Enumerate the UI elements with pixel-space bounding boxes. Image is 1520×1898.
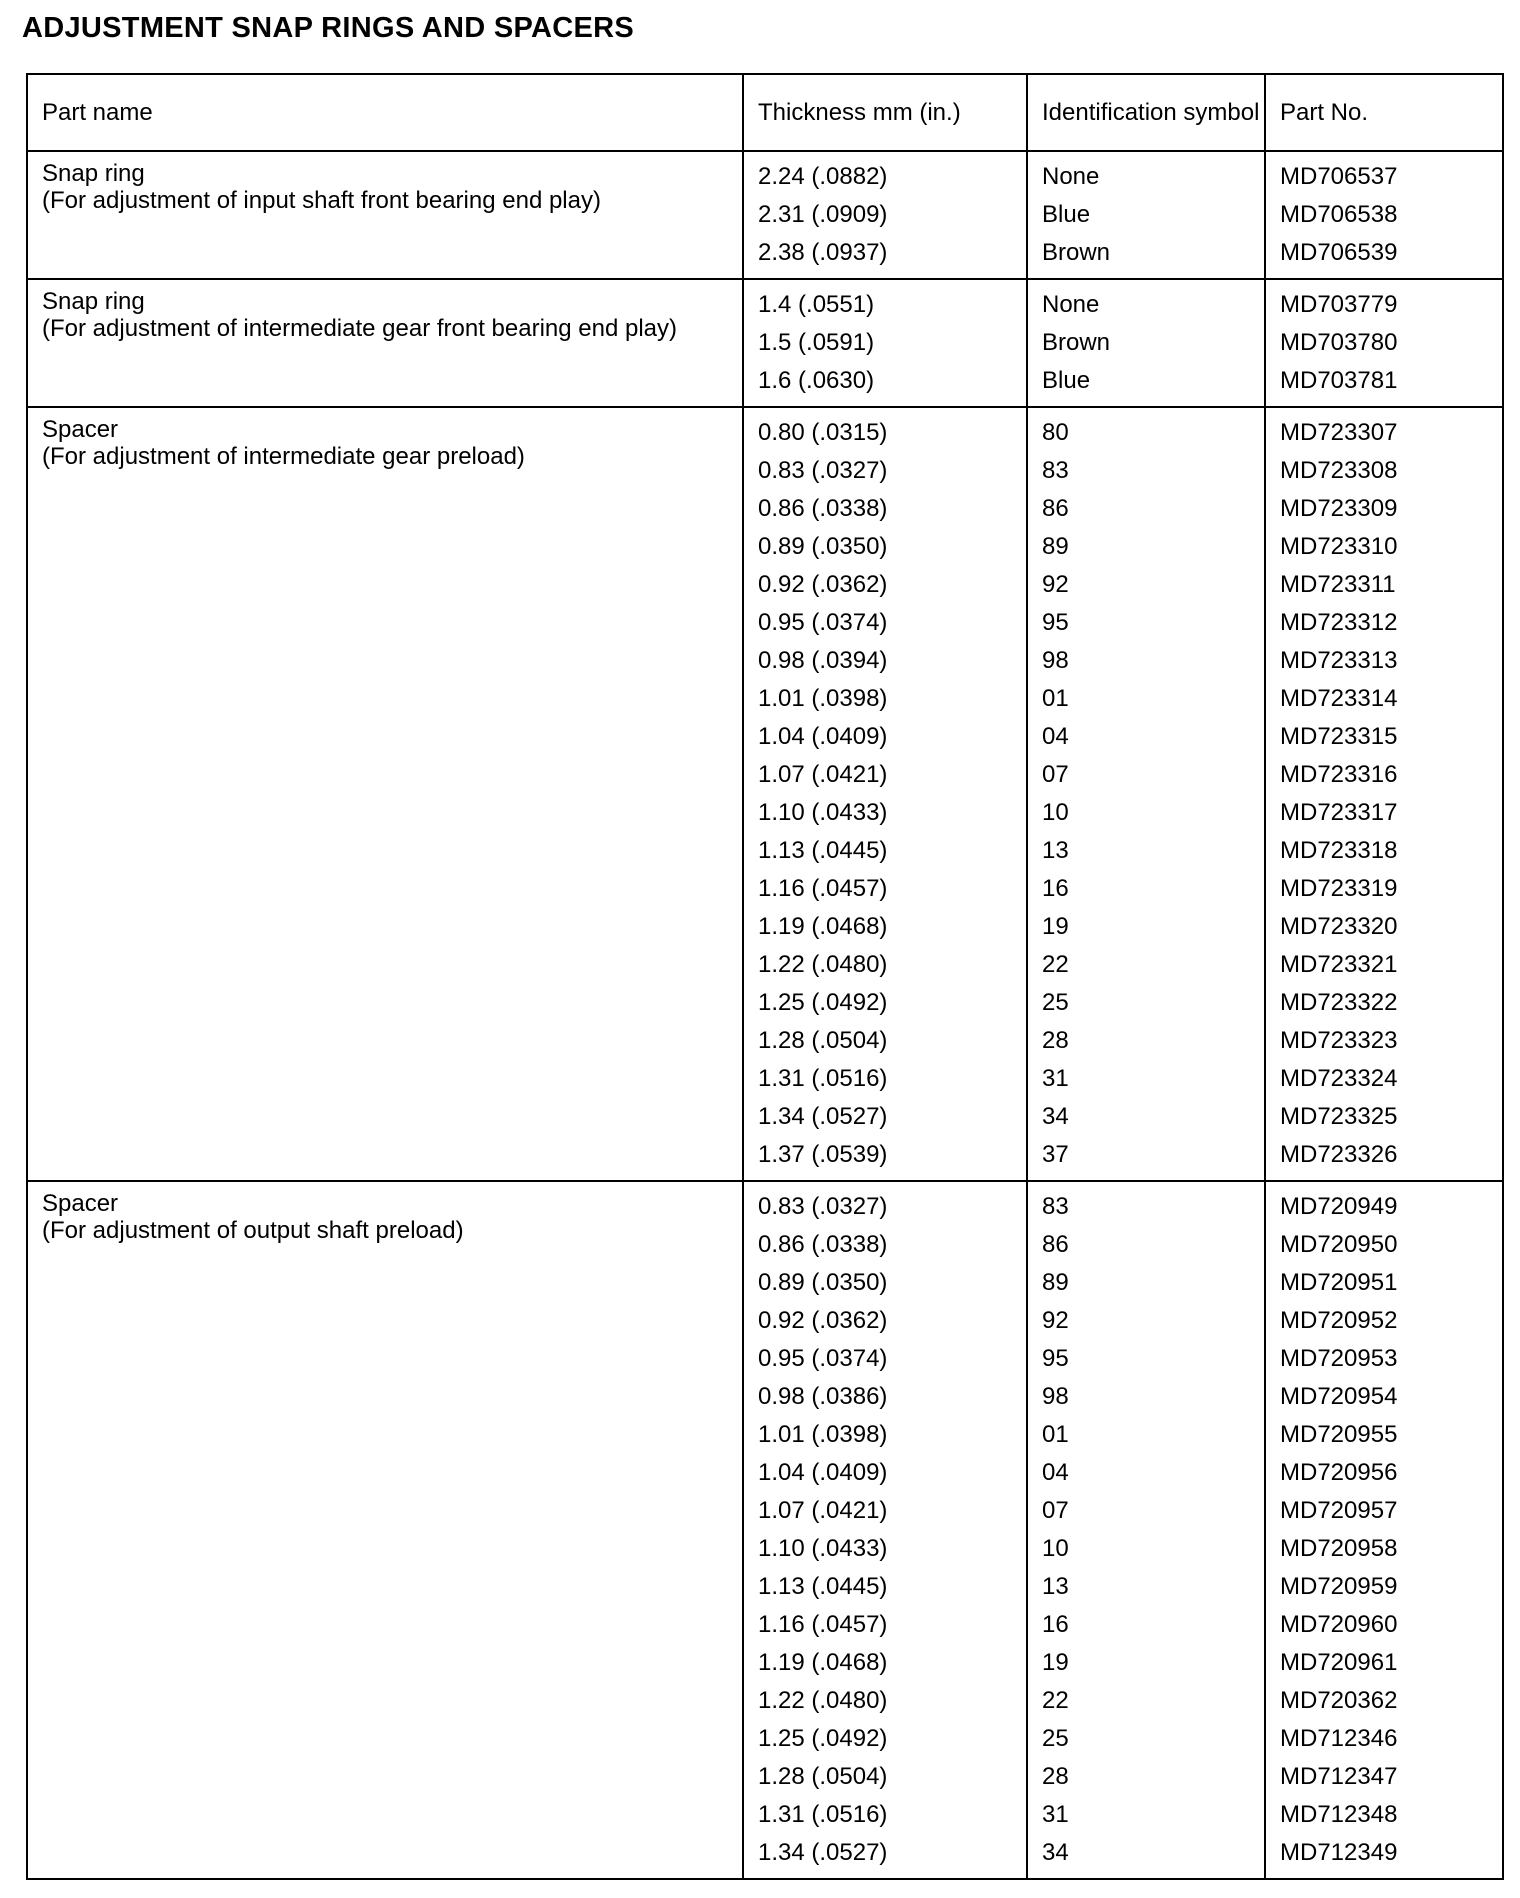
thickness-cell: 1.16 (.0457): [743, 1606, 1027, 1644]
identification-symbol-cell: 16: [1027, 870, 1265, 908]
part-number-cell: MD723307: [1265, 407, 1503, 452]
identification-symbol-cell: Blue: [1027, 196, 1265, 234]
part-number-cell: MD723316: [1265, 756, 1503, 794]
part-number-cell: MD723321: [1265, 946, 1503, 984]
identification-symbol-cell: 07: [1027, 1492, 1265, 1530]
thickness-cell: 1.04 (.0409): [743, 1454, 1027, 1492]
identification-symbol-cell: 25: [1027, 984, 1265, 1022]
part-number-cell: MD720950: [1265, 1226, 1503, 1264]
thickness-cell: 1.19 (.0468): [743, 1644, 1027, 1682]
identification-symbol-cell: 01: [1027, 1416, 1265, 1454]
part-number-cell: MD723313: [1265, 642, 1503, 680]
thickness-cell: 1.4 (.0551): [743, 279, 1027, 324]
thickness-cell: 0.80 (.0315): [743, 407, 1027, 452]
column-header-part-name: Part name: [27, 74, 743, 151]
part-description: (For adjustment of input shaft front bearing end play): [42, 187, 601, 214]
thickness-cell: 1.34 (.0527): [743, 1098, 1027, 1136]
identification-symbol-cell: 01: [1027, 680, 1265, 718]
part-name: Spacer: [42, 1190, 119, 1217]
part-number-cell: MD720959: [1265, 1568, 1503, 1606]
identification-symbol-cell: 34: [1027, 1098, 1265, 1136]
part-number-cell: MD723318: [1265, 832, 1503, 870]
part-number-cell: MD723326: [1265, 1136, 1503, 1181]
part-number-cell: MD723320: [1265, 908, 1503, 946]
table-row: [27, 279, 1503, 324]
part-number-cell: MD723311: [1265, 566, 1503, 604]
identification-symbol-cell: 98: [1027, 1378, 1265, 1416]
part-number-cell: MD723322: [1265, 984, 1503, 1022]
identification-symbol-cell: 04: [1027, 1454, 1265, 1492]
identification-symbol-cell: 25: [1027, 1720, 1265, 1758]
identification-symbol-cell: 95: [1027, 1340, 1265, 1378]
thickness-cell: 2.24 (.0882): [743, 151, 1027, 196]
thickness-cell: 1.25 (.0492): [743, 984, 1027, 1022]
part-number-cell: MD723312: [1265, 604, 1503, 642]
identification-symbol-cell: 86: [1027, 490, 1265, 528]
table-body: [27, 151, 1503, 1879]
part-name-cell: [27, 151, 743, 279]
identification-symbol-cell: 86: [1027, 1226, 1265, 1264]
identification-symbol-cell: 13: [1027, 832, 1265, 870]
part-number-cell: MD712347: [1265, 1758, 1503, 1796]
thickness-cell: 1.19 (.0468): [743, 908, 1027, 946]
part-number-cell: MD723324: [1265, 1060, 1503, 1098]
identification-symbol-cell: None: [1027, 151, 1265, 196]
identification-symbol-cell: 10: [1027, 794, 1265, 832]
part-number-cell: MD706539: [1265, 234, 1503, 279]
part-name: Snap ring: [42, 160, 145, 187]
thickness-cell: 1.04 (.0409): [743, 718, 1027, 756]
thickness-cell: 1.34 (.0527): [743, 1834, 1027, 1879]
thickness-cell: 0.86 (.0338): [743, 490, 1027, 528]
thickness-cell: 1.6 (.0630): [743, 362, 1027, 407]
part-name-cell: [27, 1181, 743, 1879]
thickness-cell: 1.01 (.0398): [743, 680, 1027, 718]
identification-symbol-cell: 10: [1027, 1530, 1265, 1568]
part-number-cell: MD723319: [1265, 870, 1503, 908]
thickness-cell: 0.92 (.0362): [743, 1302, 1027, 1340]
identification-symbol-cell: 98: [1027, 642, 1265, 680]
table-row: [27, 1181, 1503, 1226]
identification-symbol-cell: 80: [1027, 407, 1265, 452]
identification-symbol-cell: 37: [1027, 1136, 1265, 1181]
thickness-cell: 0.98 (.0394): [743, 642, 1027, 680]
thickness-cell: 1.22 (.0480): [743, 946, 1027, 984]
part-number-cell: MD723325: [1265, 1098, 1503, 1136]
thickness-cell: 1.16 (.0457): [743, 870, 1027, 908]
identification-symbol-cell: 28: [1027, 1022, 1265, 1060]
thickness-cell: 1.10 (.0433): [743, 794, 1027, 832]
identification-symbol-cell: 22: [1027, 946, 1265, 984]
part-number-cell: MD720954: [1265, 1378, 1503, 1416]
part-name: Spacer: [42, 416, 119, 443]
thickness-cell: 0.92 (.0362): [743, 566, 1027, 604]
identification-symbol-cell: Blue: [1027, 362, 1265, 407]
part-number-cell: MD723310: [1265, 528, 1503, 566]
identification-symbol-cell: 16: [1027, 1606, 1265, 1644]
part-number-cell: MD720362: [1265, 1682, 1503, 1720]
part-number-cell: MD706538: [1265, 196, 1503, 234]
column-header-part-no: Part No.: [1265, 74, 1503, 151]
part-number-cell: MD720953: [1265, 1340, 1503, 1378]
thickness-cell: 1.13 (.0445): [743, 1568, 1027, 1606]
thickness-cell: 0.83 (.0327): [743, 452, 1027, 490]
thickness-cell: 2.38 (.0937): [743, 234, 1027, 279]
identification-symbol-cell: None: [1027, 279, 1265, 324]
identification-symbol-cell: Brown: [1027, 234, 1265, 279]
identification-symbol-cell: 31: [1027, 1060, 1265, 1098]
thickness-cell: 1.22 (.0480): [743, 1682, 1027, 1720]
identification-symbol-cell: 28: [1027, 1758, 1265, 1796]
thickness-cell: 0.95 (.0374): [743, 1340, 1027, 1378]
thickness-cell: 2.31 (.0909): [743, 196, 1027, 234]
thickness-cell: 0.98 (.0386): [743, 1378, 1027, 1416]
thickness-cell: 1.5 (.0591): [743, 324, 1027, 362]
identification-symbol-cell: 04: [1027, 718, 1265, 756]
parts-table: [26, 73, 1504, 1880]
identification-symbol-cell: Brown: [1027, 324, 1265, 362]
identification-symbol-cell: 95: [1027, 604, 1265, 642]
part-description: (For adjustment of intermediate gear preload): [42, 443, 525, 470]
part-number-cell: MD720949: [1265, 1181, 1503, 1226]
part-number-cell: MD723323: [1265, 1022, 1503, 1060]
part-number-cell: MD723317: [1265, 794, 1503, 832]
identification-symbol-cell: 92: [1027, 1302, 1265, 1340]
part-number-cell: MD712349: [1265, 1834, 1503, 1879]
header-row: [27, 74, 1503, 151]
identification-symbol-cell: 13: [1027, 1568, 1265, 1606]
part-number-cell: MD703779: [1265, 279, 1503, 324]
thickness-cell: 1.13 (.0445): [743, 832, 1027, 870]
identification-symbol-cell: 89: [1027, 528, 1265, 566]
thickness-cell: 1.25 (.0492): [743, 1720, 1027, 1758]
thickness-cell: 1.31 (.0516): [743, 1796, 1027, 1834]
part-number-cell: MD720955: [1265, 1416, 1503, 1454]
thickness-cell: 1.07 (.0421): [743, 1492, 1027, 1530]
thickness-cell: 1.01 (.0398): [743, 1416, 1027, 1454]
thickness-cell: 0.89 (.0350): [743, 1264, 1027, 1302]
table-row: [27, 151, 1503, 196]
thickness-cell: 0.95 (.0374): [743, 604, 1027, 642]
part-number-cell: MD720960: [1265, 1606, 1503, 1644]
identification-symbol-cell: 31: [1027, 1796, 1265, 1834]
part-name-cell: [27, 407, 743, 1181]
part-number-cell: MD703780: [1265, 324, 1503, 362]
thickness-cell: 1.28 (.0504): [743, 1758, 1027, 1796]
thickness-cell: 0.89 (.0350): [743, 528, 1027, 566]
identification-symbol-cell: 19: [1027, 1644, 1265, 1682]
identification-symbol-cell: 07: [1027, 756, 1265, 794]
thickness-cell: 1.07 (.0421): [743, 756, 1027, 794]
part-number-cell: MD720961: [1265, 1644, 1503, 1682]
part-number-cell: MD712348: [1265, 1796, 1503, 1834]
page-title: ADJUSTMENT SNAP RINGS AND SPACERS: [22, 12, 634, 44]
thickness-cell: 1.28 (.0504): [743, 1022, 1027, 1060]
column-header-identification-symbol: Identification symbol: [1027, 74, 1265, 151]
part-number-cell: MD720956: [1265, 1454, 1503, 1492]
identification-symbol-cell: 34: [1027, 1834, 1265, 1879]
identification-symbol-cell: 22: [1027, 1682, 1265, 1720]
part-number-cell: MD703781: [1265, 362, 1503, 407]
part-number-cell: MD723308: [1265, 452, 1503, 490]
thickness-cell: 1.31 (.0516): [743, 1060, 1027, 1098]
part-number-cell: MD723315: [1265, 718, 1503, 756]
part-number-cell: MD712346: [1265, 1720, 1503, 1758]
part-number-cell: MD723314: [1265, 680, 1503, 718]
part-number-cell: MD720957: [1265, 1492, 1503, 1530]
thickness-cell: 0.83 (.0327): [743, 1181, 1027, 1226]
part-number-cell: MD720951: [1265, 1264, 1503, 1302]
identification-symbol-cell: 92: [1027, 566, 1265, 604]
identification-symbol-cell: 83: [1027, 1181, 1265, 1226]
part-number-cell: MD723309: [1265, 490, 1503, 528]
part-description: (For adjustment of output shaft preload): [42, 1217, 464, 1244]
thickness-cell: 1.10 (.0433): [743, 1530, 1027, 1568]
part-description: (For adjustment of intermediate gear front bearing end play): [42, 315, 678, 342]
part-name: Snap ring: [42, 288, 145, 315]
thickness-cell: 1.37 (.0539): [743, 1136, 1027, 1181]
part-name-cell: [27, 279, 743, 407]
identification-symbol-cell: 83: [1027, 452, 1265, 490]
thickness-cell: 0.86 (.0338): [743, 1226, 1027, 1264]
part-number-cell: MD706537: [1265, 151, 1503, 196]
part-number-cell: MD720958: [1265, 1530, 1503, 1568]
identification-symbol-cell: 19: [1027, 908, 1265, 946]
part-number-cell: MD720952: [1265, 1302, 1503, 1340]
column-header-thickness: Thickness mm (in.): [743, 74, 1027, 151]
table-header: [27, 74, 1503, 151]
table-row: [27, 407, 1503, 452]
identification-symbol-cell: 89: [1027, 1264, 1265, 1302]
